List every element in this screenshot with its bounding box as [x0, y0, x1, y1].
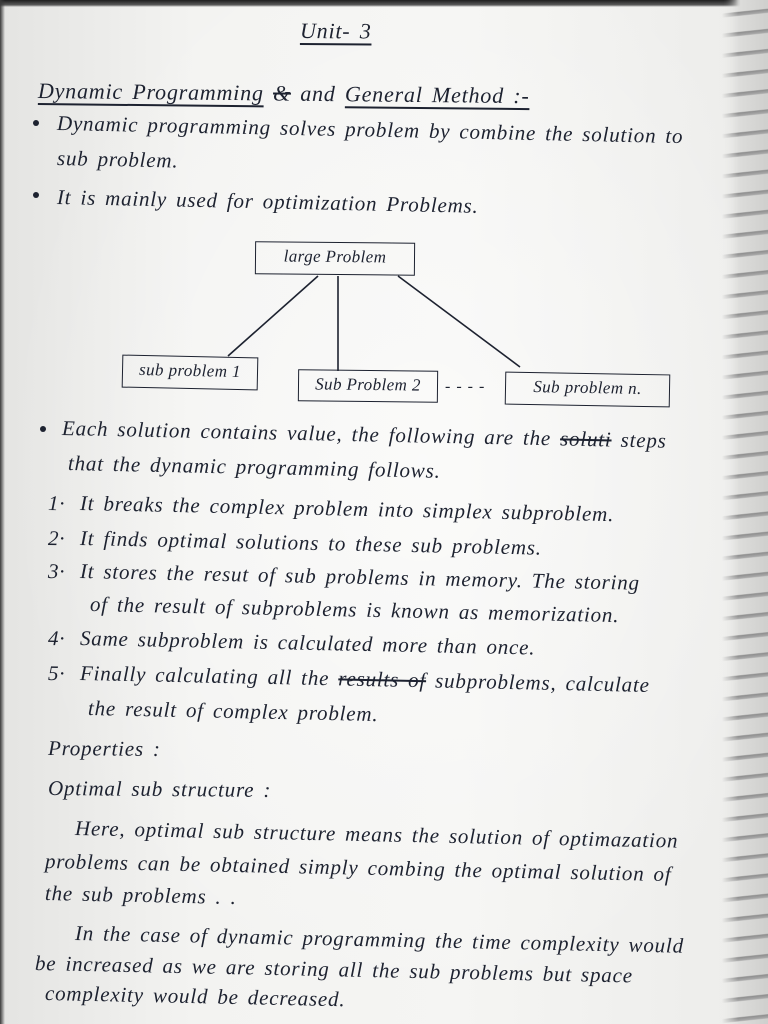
steps-intro-struck-word: soluti: [559, 426, 612, 452]
diagram-child-box-1: sub problem 1: [122, 355, 259, 391]
step-3-line-2: of the result of subproblems is known as memorization.: [89, 592, 620, 628]
steps-intro-line-1: [62, 415, 667, 454]
step-2-line-1: It finds optimal solutions to these sub problems.: [79, 526, 543, 560]
heading-struck-symbol: &: [272, 80, 292, 106]
steps-intro-line-2: that the dynamic programming follows.: [67, 451, 441, 483]
paragraph-1-line-1: Here, optimal sub structure means the solution of optimazation: [74, 816, 679, 853]
heading-part-and: and: [300, 80, 336, 107]
unit-title: Unit- 3: [299, 18, 372, 44]
heading-part-dynamic-programming: Dynamic Programming: [37, 78, 264, 106]
step-number-4: 4·: [47, 626, 66, 651]
bullet-dot: [33, 192, 39, 198]
connector-line-to-subproblem-n: [398, 276, 520, 367]
paragraph-2-line-3: complexity would be decreased.: [44, 981, 346, 1012]
diagram-child-box-n: Sub problem n.: [505, 372, 671, 408]
heading-part-general-method: General Method :-: [344, 81, 530, 109]
step-5-line-1: [80, 660, 650, 698]
paragraph-2-line-2: be increased as we are storing all the sub problems but space: [34, 951, 634, 988]
diagram-ellipsis: - - - -: [445, 378, 486, 395]
step-number-1: 1·: [47, 491, 66, 516]
paragraph-2-line-1: In the case of dynamic programming the time complexity would: [74, 921, 685, 958]
section-heading: [38, 78, 530, 109]
optimal-substructure-subheading: Optimal sub structure :: [47, 776, 272, 802]
notebook-page-edges-decoration: [722, 0, 768, 1024]
paragraph-1-line-3: the sub problems . .: [44, 881, 237, 910]
diagram-root-box: large Problem: [255, 241, 415, 275]
diagram-child-box-2: Sub Problem 2: [298, 369, 438, 402]
step-number-3: 3·: [47, 559, 66, 584]
properties-heading: Properties :: [47, 736, 161, 761]
steps-intro-text-before: Each solution contains value, the following are the: [61, 416, 552, 451]
steps-intro-text-after: steps: [620, 427, 667, 453]
step-3-line-1: It stores the resut of sub problems in memory. The storing: [79, 559, 641, 595]
step-number-5: 5·: [47, 661, 66, 686]
bullet-dot: [33, 120, 39, 126]
step-1-line-1: It breaks the complex problem into simplex subproblem.: [79, 491, 615, 527]
step-5-text-before: Finally calculating all the: [79, 661, 330, 691]
step-number-2: 2·: [47, 526, 66, 551]
connector-line-to-subproblem-1: [228, 276, 318, 356]
paragraph-1-line-2: problems can be obtained simply combing the optimal solution of: [44, 849, 672, 887]
page-top-edge: [0, 0, 768, 7]
step-5-struck-words: results of: [338, 666, 427, 693]
step-5-text-after: subproblems, calculate: [434, 668, 651, 697]
intro-bullet-1-line-1: Dynamic programming solves problem by combine the solution to: [56, 111, 684, 149]
intro-bullet-2-line-1: It is mainly used for optimization Problems.: [56, 185, 479, 218]
page-left-edge: [0, 0, 5, 1024]
step-4-line-1: Same subproblem is calculated more than once.: [79, 626, 536, 660]
bullet-dot: [40, 426, 46, 432]
step-5-line-2: the result of complex problem.: [87, 696, 379, 727]
intro-bullet-1-line-2: sub problem.: [56, 146, 179, 173]
